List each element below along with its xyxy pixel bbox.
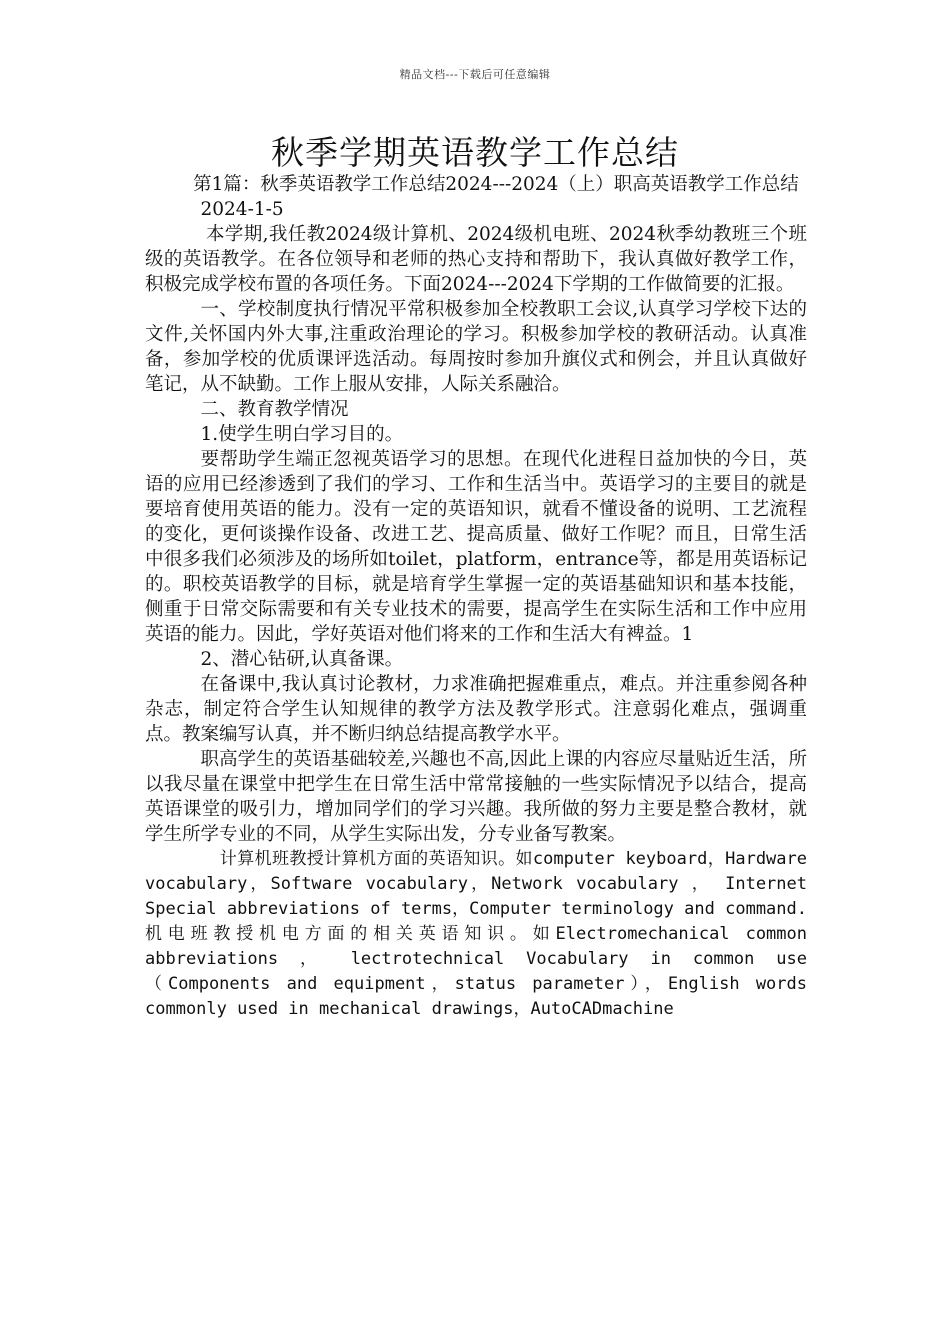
document-body — [145, 172, 807, 1022]
section-heading-2: 二、教育教学情况 — [200, 399, 349, 420]
paragraph-lesson-prep: 在备课中,我认真讨论教材，力求准确把握难重点，难点。并注重参阅各种杂志，制定符合学生认知规律的教学方法及教学形式。注意弱化难点，强调重点。教案编写认真，并不断归纳总结提高教学水平。 — [145, 674, 807, 745]
paragraph-student-interest: 职高学生的英语基础较差,兴趣也不高,因此上课的内容应尽量贴近生活，所以我尽量在课堂中把学生在日常生活中常常接触的一些实际情况予以结合，提高英语课堂的吸引力，增加同学们的学习兴趣。我所做的努力主要是整合教材，就学生所学专业的不同，从学生实际出发，分专业备写教案。 — [145, 749, 807, 845]
subheading-1: 1.使学生明白学习目的。 — [200, 424, 404, 445]
subheading-2: 2、潜心钻研,认真备课。 — [200, 649, 404, 670]
paragraph-intro: 本学期,我任教2024级计算机、2024级机电班、2024秋季幼教班三个班级的英语教学。在各位领导和老师的热心支持和帮助下，我认真做好教学工作，积极完成学校布置的各项任务。下面2024---2024下学期的工作做简要的汇报。 — [145, 224, 807, 295]
paragraph-section-1: 一、学校制度执行情况平常积极参加全校教职工会议,认真学习学校下达的文件,关怀国内外大事,注重政治理论的学习。积极参加学校的教研活动。认真准备，参加学校的优质课评选活动。每周按时参加升旗仪式和例会，并且认真做好笔记，从不缺勤。工作上服从安排，人际关系融洽。 — [145, 299, 807, 395]
paragraph-learning-purpose: 要帮助学生端正忽视英语学习的思想。在现代化进程日益加快的今日，英语的应用已经渗透到了我们的学习、工作和生活当中。英语学习的主要目的就是要培育使用英语的能力。没有一定的英语知识，就看不懂设备的说明、工艺流程的变化，更何谈操作设备、改进工艺、提高质量、做好工作呢？而且，日常生活中很多我们必须涉及的场所如toilet，platform，entrance等，都是用英语标记的。职校英语教学的目标，就是培育学生掌握一定的英语基础知识和基本技能，侧重于日常交际需要和有关专业技术的需要，提高学生在实际生活和工作中应用英语的能力。因此，学好英语对他们将来的工作和生活大有裨益。1 — [145, 449, 807, 645]
article-date: 2024-1-5 — [200, 199, 284, 220]
document-title: 秋季学期英语教学工作总结 — [271, 133, 679, 172]
article-heading: 第1篇：秋季英语教学工作总结2024---2024（上）职高英语教学工作总结 — [193, 174, 799, 195]
page-header: 精品文档---下载后可任意编辑 — [399, 68, 551, 81]
paragraph-specialized-english: 计算机班教授计算机方面的英语知识。如computer keyboard，Hardware vocabulary，Software vocabulary，Network vocabulary ， Internet Special abbreviations of terms，Computer terminology and command.机电班教授机电方面的相关英语知识。如Electromechanical common abbreviations ， lectrotechnical Vocabulary in common use（Components and equipment，status parameter），English words commonly used in mechanical drawings，AutoCADmachine — [145, 849, 807, 1019]
